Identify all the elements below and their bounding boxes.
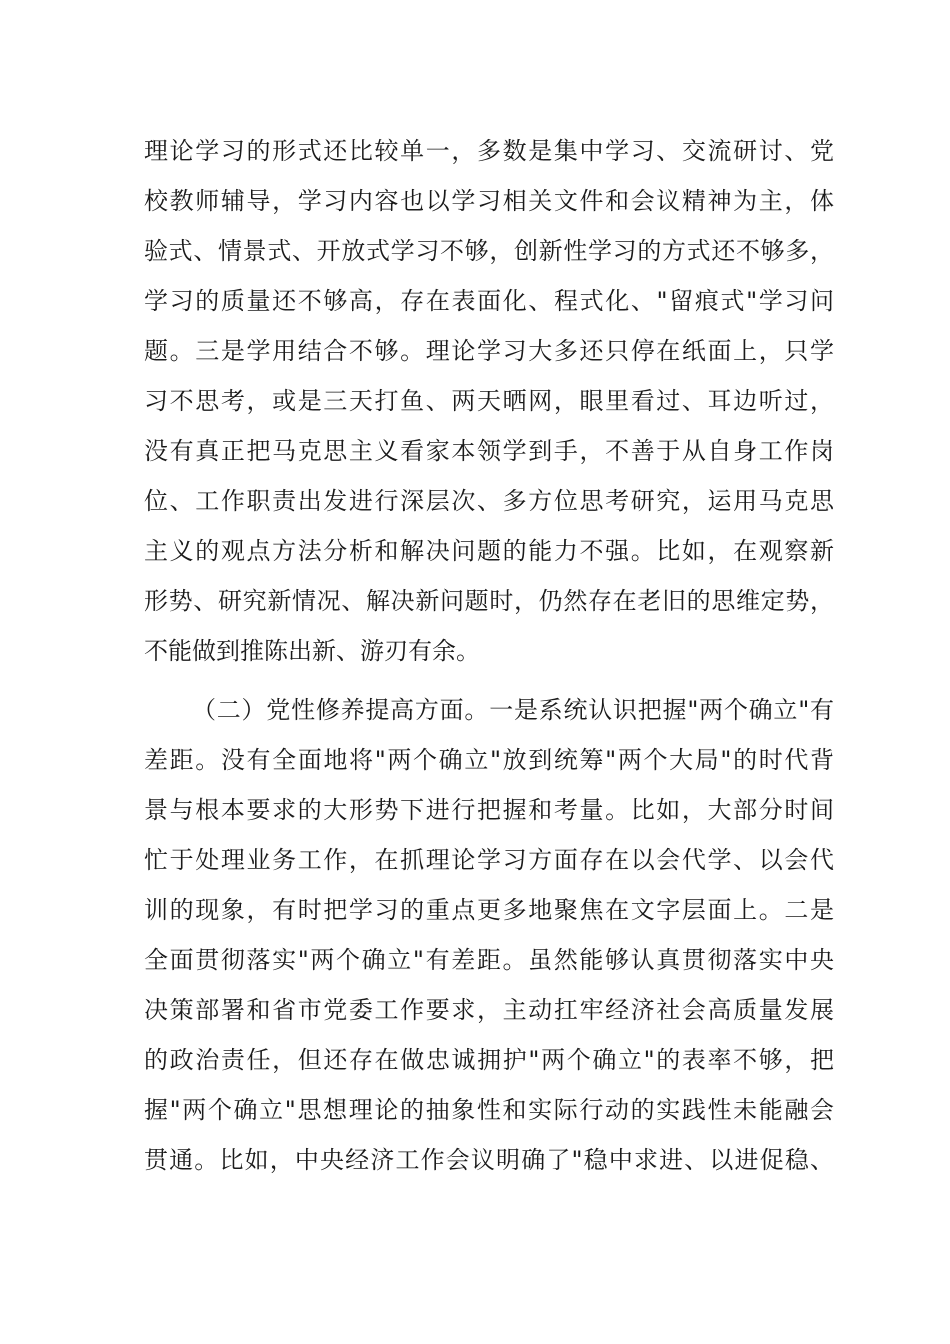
text-line: 忙于处理业务工作，在抓理论学习方面存在以会代学、以会代 [144,846,834,874]
text-line: 理论学习的形式还比较单一，多数是集中学习、交流研讨、党 [144,137,834,165]
text-line: 校教师辅导，学习内容也以学习相关文件和会议精神为主，体 [144,187,834,215]
text-line: 全面贯彻落实"两个确立"有差距。虽然能够认真贯彻落实中央 [144,946,834,974]
paragraph-theory-study [144,126,834,676]
text-line: （二）党性修养提高方面。一是系统认识把握"两个确立"有 [192,696,834,724]
text-line: 不能做到推陈出新、游刃有余。 [144,637,480,665]
paragraph-party-spirit [144,685,834,1185]
text-line: 差距。没有全面地将"两个确立"放到统筹"两个大局"的时代背 [144,746,834,774]
text-line: 题。三是学用结合不够。理论学习大多还只停在纸面上，只学 [144,337,834,365]
text-line: 位、工作职责出发进行深层次、多方位思考研究，运用马克思 [144,487,834,515]
text-line: 握"两个确立"思想理论的抽象性和实际行动的实践性未能融会 [144,1096,834,1124]
text-line: 训的现象，有时把学习的重点更多地聚焦在文字层面上。二是 [144,896,834,924]
text-line: 习不思考，或是三天打鱼、两天晒网，眼里看过、耳边听过， [144,387,834,415]
text-line: 学习的质量还不够高，存在表面化、程式化、"留痕式"学习问 [144,287,834,315]
text-line: 验式、情景式、开放式学习不够，创新性学习的方式还不够多， [144,237,834,265]
text-line: 景与根本要求的大形势下进行把握和考量。比如，大部分时间 [144,796,834,824]
text-line: 主义的观点方法分析和解决问题的能力不强。比如，在观察新 [144,537,834,565]
text-line: 决策部署和省市党委工作要求，主动扛牢经济社会高质量发展 [144,996,834,1024]
text-line: 贯通。比如，中央经济工作会议明确了"稳中求进、以进促稳、 [144,1146,834,1174]
text-line: 没有真正把马克思主义看家本领学到手，不善于从自身工作岗 [144,437,834,465]
text-line: 形势、研究新情况、解决新问题时，仍然存在老旧的思维定势， [144,587,834,615]
text-line: 的政治责任，但还存在做忠诚拥护"两个确立"的表率不够，把 [144,1046,834,1074]
